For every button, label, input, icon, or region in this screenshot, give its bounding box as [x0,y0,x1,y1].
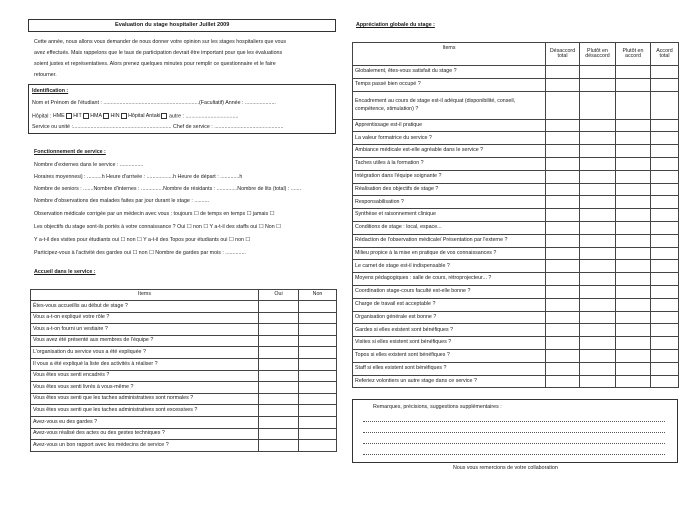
checkbox[interactable] [161,113,167,119]
remarks-line[interactable] [363,454,665,455]
rating-plutot-accord-cell[interactable] [616,247,651,260]
table-row [353,196,679,209]
item-label: Avez-vous eu des gardes ? [31,416,259,428]
rating-accord-total-cell[interactable] [651,157,679,170]
column-header: Oui [259,290,299,301]
rating-accord-total-cell[interactable] [651,311,679,324]
remarks-box [352,399,678,463]
answer-non-cell[interactable] [299,301,337,313]
hospital-option[interactable]: HIT [73,113,89,119]
answer-oui-cell[interactable] [259,335,299,347]
item-label: L'organisation du service vous a été expliquée ? [31,347,259,359]
item-label: Milieu propice à la mise en pratique de vos connaissances ? [353,247,546,260]
rating-plutot-desaccord-cell[interactable] [580,132,616,145]
rating-plutot-accord-cell[interactable] [616,349,651,362]
rating-plutot-accord-cell[interactable] [616,132,651,145]
rating-plutot-desaccord-cell[interactable] [580,349,616,362]
rating-desaccord-total-cell[interactable] [546,119,580,132]
item-label: Organisation générale est bonne ? [353,311,546,324]
rating-plutot-accord-cell[interactable] [616,260,651,273]
item-label: Rédaction de l'observation médicale/ Présentation par l'externe ? [353,234,546,247]
table-row [31,358,337,370]
rating-accord-total-cell[interactable] [651,196,679,209]
table-row [31,428,337,440]
answer-oui-cell[interactable] [259,301,299,313]
answer-non-cell[interactable] [299,440,337,452]
hospital-option[interactable]: HME [53,113,72,119]
checkbox[interactable] [121,113,127,119]
rating-plutot-desaccord-cell[interactable] [580,157,616,170]
rating-desaccord-total-cell[interactable] [546,78,580,91]
table-row [31,440,337,452]
answer-non-cell[interactable] [299,428,337,440]
item-label: Visites si elles existent sont bénéfiques ? [353,337,546,350]
table-row [353,285,679,298]
table-row [31,335,337,347]
rating-accord-total-cell[interactable] [651,119,679,132]
fonctionnement-line[interactable]: Y a-t-il des visites pour étudiants oui ☐ non ☐ Y a-t-il des Topos pour étudiants oui ☐ non ☐ [34,237,251,243]
rating-plutot-desaccord-cell[interactable] [580,247,616,260]
remarks-line[interactable] [363,432,665,433]
rating-plutot-accord-cell[interactable] [616,91,651,119]
rating-desaccord-total-cell[interactable] [546,273,580,286]
rating-accord-total-cell[interactable] [651,260,679,273]
item-label: Coordination stage-cours faculté est-elle bonne ? [353,285,546,298]
rating-plutot-desaccord-cell[interactable] [580,119,616,132]
rating-accord-total-cell[interactable] [651,298,679,311]
answer-oui-cell[interactable] [259,347,299,359]
rating-desaccord-total-cell[interactable] [546,298,580,311]
item-label: Ambiance médicale est-elle agréable dans le service ? [353,145,546,158]
answer-non-cell[interactable] [299,393,337,405]
rating-accord-total-cell[interactable] [651,324,679,337]
table-row [31,416,337,428]
rating-plutot-accord-cell[interactable] [616,285,651,298]
item-label: Avez-vous réalisé des actes ou des gestes techniques ? [31,428,259,440]
rating-accord-total-cell[interactable] [651,362,679,375]
appreciation-heading: Appréciation globale du stage : [356,22,435,28]
rating-plutot-desaccord-cell[interactable] [580,260,616,273]
item-label: Topos si elles existent sont bénéfiques ? [353,349,546,362]
fonctionnement-line[interactable]: Nombre d'externes dans le service : ................ [34,162,144,168]
answer-non-cell[interactable] [299,324,337,336]
rating-plutot-desaccord-cell[interactable] [580,285,616,298]
item-label: Avez-vous un bon rapport avec les médecins de service ? [31,440,259,452]
title-box [28,19,336,32]
table-row [353,119,679,132]
rating-desaccord-total-cell[interactable] [546,337,580,350]
item-label: Vous êtes vous senti livrés à vous-même ? [31,382,259,394]
answer-non-cell[interactable] [299,370,337,382]
rating-accord-total-cell[interactable] [651,145,679,158]
answer-oui-cell[interactable] [259,358,299,370]
table-row [353,221,679,234]
rating-accord-total-cell[interactable] [651,273,679,286]
answer-non-cell[interactable] [299,382,337,394]
other-hospital-field[interactable]: autre : .................................... [168,113,239,120]
rating-plutot-desaccord-cell[interactable] [580,66,616,79]
table-row [31,347,337,359]
rating-accord-total-cell[interactable] [651,91,679,119]
intro-line: retourner. [34,72,57,78]
rating-plutot-accord-cell[interactable] [616,170,651,183]
answer-non-cell[interactable] [299,358,337,370]
item-label: Taches utiles à la formation ? [353,157,546,170]
rating-plutot-accord-cell[interactable] [616,209,651,222]
rating-plutot-desaccord-cell[interactable] [580,196,616,209]
rating-plutot-accord-cell[interactable] [616,375,651,388]
rating-plutot-accord-cell[interactable] [616,157,651,170]
rating-plutot-accord-cell[interactable] [616,196,651,209]
rating-desaccord-total-cell[interactable] [546,324,580,337]
item-label: Referiez volontiers un autre stage dans ce service ? [353,375,546,388]
table-row [353,170,679,183]
rating-plutot-accord-cell[interactable] [616,221,651,234]
item-label: Responsabilisation ? [353,196,546,209]
answer-oui-cell[interactable] [259,324,299,336]
rating-plutot-desaccord-cell[interactable] [580,91,616,119]
closing-text: Nous vous remercions de votre collaboration [453,465,558,471]
appreciation-table [352,42,679,388]
rating-plutot-desaccord-cell[interactable] [580,324,616,337]
item-label: Vous êtes vous senti que les taches administratives sont excessives ? [31,405,259,417]
column-header: Désaccord total [546,43,580,66]
answer-oui-cell[interactable] [259,416,299,428]
rating-plutot-accord-cell[interactable] [616,145,651,158]
table-row [353,66,679,79]
answer-oui-cell[interactable] [259,440,299,452]
rating-plutot-desaccord-cell[interactable] [580,362,616,375]
rating-desaccord-total-cell[interactable] [546,221,580,234]
table-header-row [353,43,679,66]
rating-desaccord-total-cell[interactable] [546,209,580,222]
item-label: Il vous a été expliqué la liste des activités à réaliser ? [31,358,259,370]
column-header: Non [299,290,337,301]
rating-plutot-accord-cell[interactable] [616,273,651,286]
rating-plutot-accord-cell[interactable] [616,66,651,79]
item-label: Vous a-t-on fourni un vestiaire ? [31,324,259,336]
item-label: Réalisation des objectifs de stage ? [353,183,546,196]
item-label: Vous êtes vous senti que les taches administratives sont normales ? [31,393,259,405]
column-header: Accord total [651,43,679,66]
identification-heading: Identification : [32,88,69,94]
table-row [31,324,337,336]
hospital-option[interactable]: Hôpital Antaki [128,113,167,119]
hospital-option[interactable]: HMA [90,113,109,119]
rating-desaccord-total-cell[interactable] [546,285,580,298]
item-label: Gardes si elles existent sont bénéfiques ? [353,324,546,337]
answer-oui-cell[interactable] [259,428,299,440]
rating-desaccord-total-cell[interactable] [546,157,580,170]
rating-accord-total-cell[interactable] [651,247,679,260]
remarks-line[interactable] [363,421,665,422]
rating-plutot-accord-cell[interactable] [616,311,651,324]
rating-desaccord-total-cell[interactable] [546,66,580,79]
hospital-choice [32,113,238,120]
rating-accord-total-cell[interactable] [651,337,679,350]
table-row [353,132,679,145]
table-row [31,370,337,382]
checkbox[interactable] [83,113,89,119]
item-label: Temps passé bien occupé ? [353,78,546,91]
rating-plutot-desaccord-cell[interactable] [580,209,616,222]
rating-plutot-desaccord-cell[interactable] [580,298,616,311]
table-row [31,405,337,417]
hospital-option[interactable]: HIN [110,113,126,119]
rating-accord-total-cell[interactable] [651,375,679,388]
rating-plutot-desaccord-cell[interactable] [580,375,616,388]
fonctionnement-heading: Fonctionnement de service : [34,149,106,155]
rating-plutot-accord-cell[interactable] [616,337,651,350]
column-header: Items [31,290,259,301]
identification-box [28,84,336,134]
rating-plutot-accord-cell[interactable] [616,78,651,91]
table-row [353,234,679,247]
rating-accord-total-cell[interactable] [651,170,679,183]
table-row [353,183,679,196]
fonctionnement-line[interactable]: Observation médicale corrigée par un médecin avec vous : toujours ☐ de temps en temps ☐ jamais ☐ [34,211,275,217]
rating-desaccord-total-cell[interactable] [546,196,580,209]
fonctionnement-line[interactable]: Les objectifs du stage sont-ils portés à votre connaissance ? Oui ☐ non ☐ Y a-t-il des staffs oui ☐ Non ☐ [34,224,281,230]
table-row [353,349,679,362]
rating-desaccord-total-cell[interactable] [546,145,580,158]
item-label: Êtes-vous accueillis au début de stage ? [31,301,259,313]
fonctionnement-line[interactable]: Nombre d'observations des malades faites par jour durant le stage : .......... [34,198,210,204]
table-row [353,311,679,324]
rating-accord-total-cell[interactable] [651,285,679,298]
rating-plutot-desaccord-cell[interactable] [580,337,616,350]
rating-desaccord-total-cell[interactable] [546,183,580,196]
table-row [31,301,337,313]
answer-non-cell[interactable] [299,405,337,417]
rating-plutot-accord-cell[interactable] [616,324,651,337]
item-label: Conditions de stage : local, espace... [353,221,546,234]
table-row [353,157,679,170]
rating-plutot-accord-cell[interactable] [616,183,651,196]
column-header: Plutôt en désaccord [580,43,616,66]
rating-plutot-accord-cell[interactable] [616,362,651,375]
accueil-heading: Accueil dans le service : [34,269,96,275]
item-label: Vous a-t-on expliqué votre rôle ? [31,312,259,324]
rating-plutot-desaccord-cell[interactable] [580,170,616,183]
table-header-row [31,290,337,301]
remarks-label: Remarques, précisions, suggestions supplémentaires : [373,404,502,410]
rating-plutot-desaccord-cell[interactable] [580,78,616,91]
item-label: Vous avez été présenté aux membres de l'équipe ? [31,335,259,347]
page-title: Evaluation du stage hospitalier Juillet 2009 [115,22,230,28]
table-row [353,247,679,260]
student-name-field[interactable]: Nom et Prénom de l'étudiant : .................................................................(Facultatif) Année : ..................... [32,100,276,106]
rating-plutot-desaccord-cell[interactable] [580,273,616,286]
answer-oui-cell[interactable] [259,393,299,405]
rating-accord-total-cell[interactable] [651,66,679,79]
rating-desaccord-total-cell[interactable] [546,349,580,362]
item-label: Charge de travail est acceptable ? [353,298,546,311]
rating-plutot-desaccord-cell[interactable] [580,311,616,324]
fonctionnement-line[interactable]: Nombre de seniors : .......Nombre d'internes : ...............Nombre de résidants : ..............Nombre de lits (total) : ....... [34,186,302,192]
rating-desaccord-total-cell[interactable] [546,247,580,260]
rating-desaccord-total-cell[interactable] [546,375,580,388]
service-field[interactable]: Service ou unité :................................................................... Chef de service : ............................................... [32,124,284,130]
item-label: Intégration dans l'équipe soignante ? [353,170,546,183]
rating-accord-total-cell[interactable] [651,78,679,91]
table-row [353,324,679,337]
rating-desaccord-total-cell[interactable] [546,91,580,119]
rating-desaccord-total-cell[interactable] [546,132,580,145]
table-row [353,91,679,119]
answer-non-cell[interactable] [299,416,337,428]
rating-plutot-desaccord-cell[interactable] [580,234,616,247]
item-label: Synthèse et raisonnement clinique [353,209,546,222]
intro-line: soient justes et représentatives. Alors prenez quelques minutes pour remplir ce questionnaire et le faire [34,61,276,67]
intro-line: Cette année, nous allons vous demander de nous donner votre opinion sur les stages hospitaliers que vous [34,39,287,45]
answer-oui-cell[interactable] [259,370,299,382]
item-label: La valeur formatrice du service ? [353,132,546,145]
intro-line: avez effectués. Mais rappelons que le taux de participation devrait être important pour que les évaluations [34,50,283,56]
rating-desaccord-total-cell[interactable] [546,234,580,247]
rating-plutot-accord-cell[interactable] [616,119,651,132]
rating-desaccord-total-cell[interactable] [546,170,580,183]
table-row [353,273,679,286]
table-row [31,312,337,324]
table-row [353,260,679,273]
item-label: Apprentissage est-il pratique [353,119,546,132]
checkbox[interactable] [66,113,72,119]
table-row [353,78,679,91]
table-row [353,362,679,375]
table-row [31,382,337,394]
item-label: Encadrement au cours de stage est-il adéquat (disponibilité, conseil, compétence, stimulation) ? [353,91,546,119]
item-label: Moyens pédagogiques : salle de cours, rétroprojecteur... ? [353,273,546,286]
item-label: Staff si elles existent sont bénéfiques ? [353,362,546,375]
rating-accord-total-cell[interactable] [651,209,679,222]
table-row [353,337,679,350]
table-row [353,298,679,311]
rating-accord-total-cell[interactable] [651,349,679,362]
hospital-label: Hôpital : [32,113,52,120]
item-label: Globalement, êtes-vous satisfait du stage ? [353,66,546,79]
checkbox[interactable] [103,113,109,119]
table-row [353,145,679,158]
rating-plutot-accord-cell[interactable] [616,234,651,247]
answer-non-cell[interactable] [299,347,337,359]
table-row [31,393,337,405]
rating-accord-total-cell[interactable] [651,221,679,234]
column-header: Items [353,43,546,66]
fonctionnement-line[interactable]: Participez-vous à l'activité des gardes oui ☐ non ☐ Nombre de gardes par mois : .............. [34,250,246,256]
answer-non-cell[interactable] [299,335,337,347]
item-label: Le carnet de stage est-il indispensable ? [353,260,546,273]
rating-accord-total-cell[interactable] [651,132,679,145]
answer-oui-cell[interactable] [259,405,299,417]
rating-desaccord-total-cell[interactable] [546,311,580,324]
fonctionnement-line[interactable]: Horaires moyennes/j : ..........h Heure d'arrivée : ..................h Heure de départ : .............h [34,174,243,180]
rating-plutot-desaccord-cell[interactable] [580,183,616,196]
rating-plutot-accord-cell[interactable] [616,298,651,311]
remarks-line[interactable] [363,443,665,444]
rating-accord-total-cell[interactable] [651,183,679,196]
table-row [353,375,679,388]
rating-plutot-desaccord-cell[interactable] [580,221,616,234]
item-label: Vous êtes vous senti encadrés ? [31,370,259,382]
answer-oui-cell[interactable] [259,312,299,324]
answer-non-cell[interactable] [299,312,337,324]
rating-desaccord-total-cell[interactable] [546,362,580,375]
answer-oui-cell[interactable] [259,382,299,394]
rating-plutot-desaccord-cell[interactable] [580,145,616,158]
rating-accord-total-cell[interactable] [651,234,679,247]
rating-desaccord-total-cell[interactable] [546,260,580,273]
table-row [353,209,679,222]
column-header: Plutôt en accord [616,43,651,66]
accueil-table [30,289,337,452]
